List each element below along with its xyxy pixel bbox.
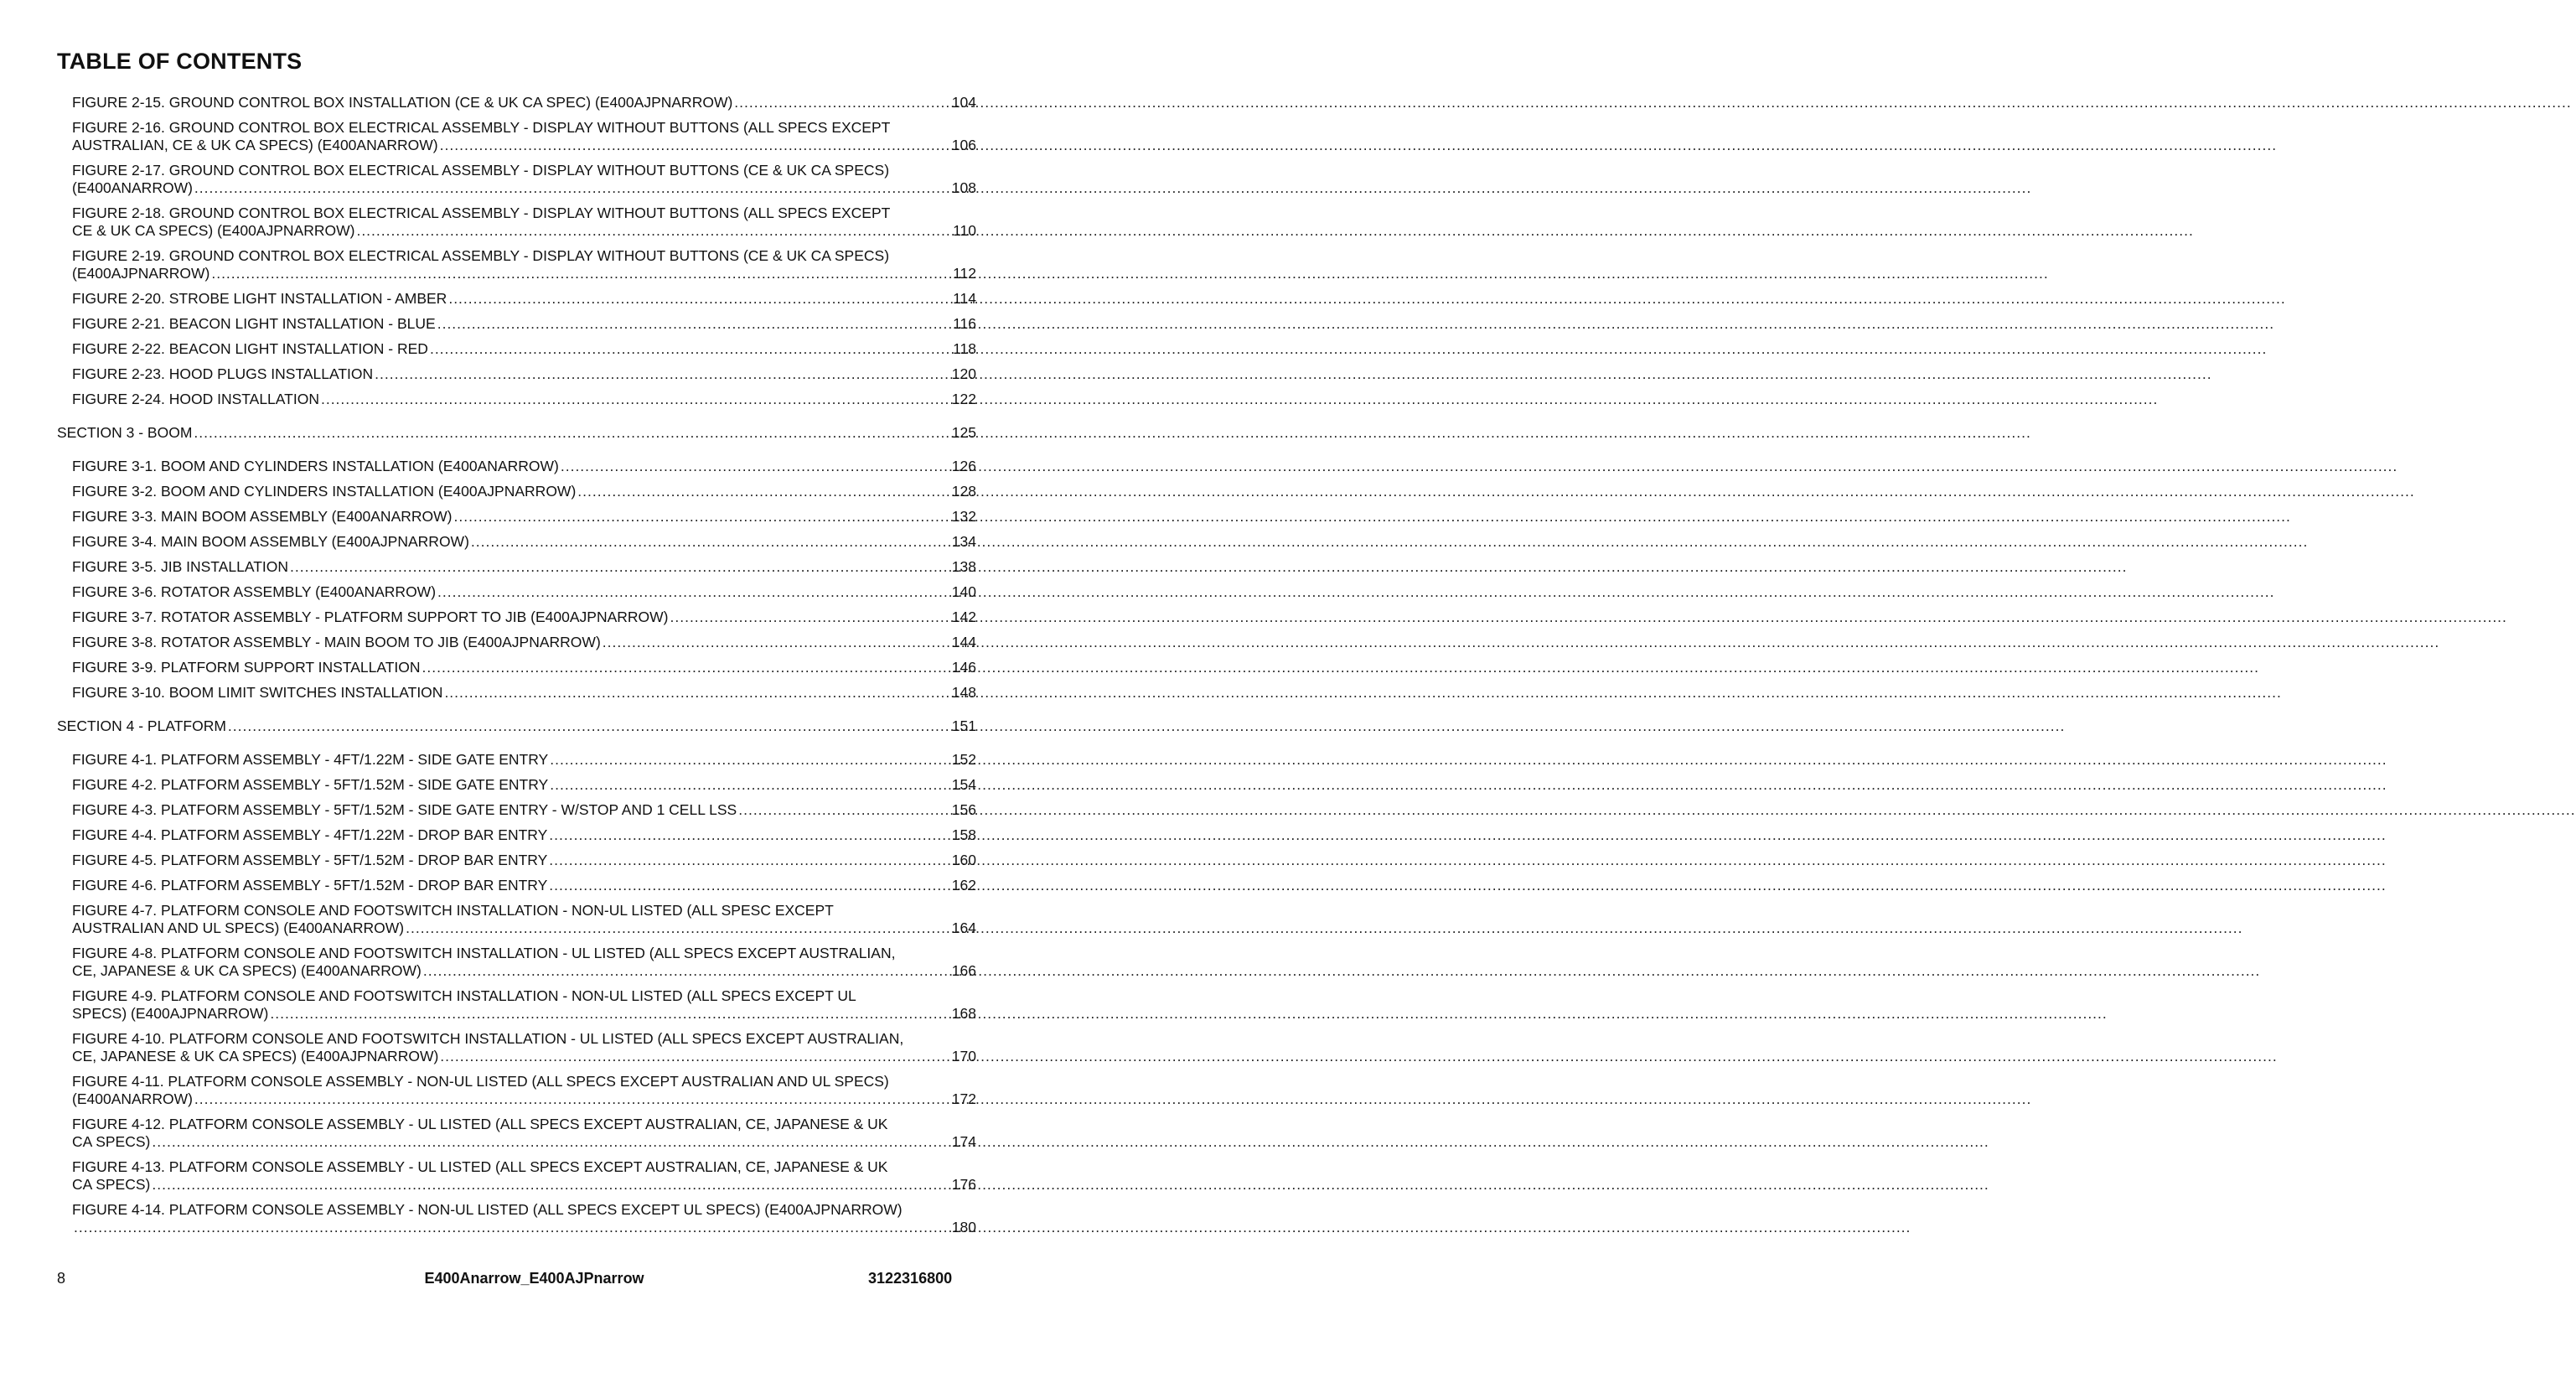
toc-entry-title: FIGURE 3-9. PLATFORM SUPPORT INSTALLATION	[72, 659, 421, 676]
toc-entry-title-line: FIGURE 4-9. PLATFORM CONSOLE AND FOOTSWITCH INSTALLATION - NON-UL LISTED (ALL SPECS EXCEPT UL	[72, 987, 856, 1004]
toc-entry-title-line: FIGURE 4-13. PLATFORM CONSOLE ASSEMBLY - UL LISTED (ALL SPECS EXCEPT AUSTRALIAN, CE, JAPANESE & UK	[72, 1158, 888, 1175]
dot-leader	[738, 801, 950, 819]
toc-page-number: 140	[951, 583, 976, 600]
toc-entry-title: SECTION 3 - BOOM	[57, 424, 193, 441]
dot-leader	[577, 483, 950, 500]
toc-figure-entry[interactable]	[57, 1073, 976, 1108]
dot-leader	[406, 919, 950, 937]
dot-leader	[290, 558, 950, 576]
dot-leader	[471, 533, 950, 551]
toc-page-number: 110	[953, 222, 976, 239]
toc-entry-title-line: FIGURE 2-18. GROUND CONTROL BOX ELECTRICAL ASSEMBLY - DISPLAY WITHOUT BUTTONS (ALL SPECS EXCEPT	[72, 205, 891, 221]
dot-leader	[270, 1005, 949, 1023]
table-of-contents	[57, 94, 976, 1244]
toc-page-number: 120	[951, 365, 976, 382]
toc-page-number: 104	[951, 94, 976, 111]
toc-entry-title: FIGURE 2-15. GROUND CONTROL BOX INSTALLATION (CE & UK CA SPEC) (E400AJPNARROW)	[72, 94, 733, 111]
toc-page-number: 128	[951, 483, 976, 500]
toc-figure-entry[interactable]	[57, 290, 976, 308]
toc-figure-entry[interactable]	[57, 205, 976, 240]
toc-entry-title-line: FIGURE 4-10. PLATFORM CONSOLE AND FOOTSWITCH INSTALLATION - UL LISTED (ALL SPECS EXCEPT AUSTRALIAN,	[72, 1030, 904, 1047]
dot-leader	[430, 340, 951, 358]
toc-figure-entry[interactable]	[57, 1158, 976, 1194]
toc-section-entry[interactable]	[57, 717, 976, 735]
toc-entry-title: FIGURE 2-22. BEACON LIGHT INSTALLATION - RED	[72, 340, 428, 357]
dot-leader	[423, 962, 950, 980]
toc-entry-title: (E400ANARROW)	[72, 179, 193, 196]
toc-entry-title: FIGURE 2-23. HOOD PLUGS INSTALLATION	[72, 365, 374, 382]
toc-entry-title-line: FIGURE 2-16. GROUND CONTROL BOX ELECTRICAL ASSEMBLY - DISPLAY WITHOUT BUTTONS (ALL SPECS EXCEPT	[72, 119, 891, 136]
toc-figure-entry[interactable]	[57, 340, 976, 358]
toc-entry-title: FIGURE 2-20. STROBE LIGHT INSTALLATION - AMBER	[72, 290, 447, 307]
toc-figure-entry[interactable]	[57, 458, 976, 475]
toc-entry-title: FIGURE 3-8. ROTATOR ASSEMBLY - MAIN BOOM TO JIB (E400AJPNARROW)	[72, 634, 601, 650]
dot-leader	[453, 508, 949, 526]
dot-leader	[734, 94, 950, 111]
dot-leader	[437, 583, 950, 601]
toc-section-entry[interactable]	[57, 424, 976, 442]
toc-page-number: 144	[951, 634, 976, 650]
toc-page-number: 112	[953, 265, 976, 282]
toc-page-number: 154	[951, 776, 976, 793]
toc-figure-entry[interactable]	[57, 94, 976, 111]
dot-leader	[321, 391, 950, 408]
dot-leader	[549, 852, 950, 869]
dot-leader	[440, 137, 950, 154]
toc-entry-title: CE, JAPANESE & UK CA SPECS) (E400AJPNARROW)	[72, 1048, 439, 1064]
dot-leader	[603, 634, 950, 651]
dot-leader	[670, 609, 950, 626]
toc-entry-title: FIGURE 3-6. ROTATOR ASSEMBLY (E400ANARROW)	[72, 583, 437, 600]
toc-page-number: 174	[951, 1133, 976, 1150]
toc-page-number: 160	[951, 852, 976, 868]
dot-leader	[448, 290, 951, 308]
toc-entry-title: CE & UK CA SPECS) (E400AJPNARROW)	[72, 222, 355, 239]
toc-entry-title: AUSTRALIAN AND UL SPECS) (E400ANARROW)	[72, 919, 405, 936]
toc-entry-title: FIGURE 4-1. PLATFORM ASSEMBLY - 4FT/1.22M - SIDE GATE ENTRY	[72, 751, 549, 768]
footer-model-name: E400Anarrow_E400AJPnarrow	[424, 1270, 644, 1287]
toc-entry-title: FIGURE 4-2. PLATFORM ASSEMBLY - 5FT/1.52M - SIDE GATE ENTRY	[72, 776, 549, 793]
toc-page-number: 132	[951, 508, 976, 525]
toc-entry-title: FIGURE 3-5. JIB INSTALLATION	[72, 558, 289, 575]
toc-figure-entry[interactable]	[57, 533, 976, 551]
dot-leader	[440, 1048, 950, 1065]
toc-page-number: 142	[951, 609, 976, 625]
toc-page-number: 168	[951, 1005, 976, 1022]
toc-page-number: 166	[951, 962, 976, 979]
toc-figure-entry[interactable]	[57, 801, 976, 819]
toc-figure-entry[interactable]	[57, 508, 976, 526]
toc-entry-title: FIGURE 4-3. PLATFORM ASSEMBLY - 5FT/1.52M - SIDE GATE ENTRY - W/STOP AND 1 CELL LSS	[72, 801, 737, 818]
page-title: TABLE OF CONTENTS	[57, 49, 303, 74]
toc-entry-title: FIGURE 3-3. MAIN BOOM ASSEMBLY (E400ANARROW)	[72, 508, 453, 525]
toc-page-number: 172	[951, 1090, 976, 1107]
toc-figure-entry[interactable]	[57, 162, 976, 197]
toc-entry-title: SPECS) (E400AJPNARROW)	[72, 1005, 269, 1022]
toc-figure-entry[interactable]	[57, 583, 976, 601]
toc-entry-title: FIGURE 3-4. MAIN BOOM ASSEMBLY (E400AJPNARROW)	[72, 533, 469, 550]
toc-figure-entry[interactable]	[57, 391, 976, 408]
toc-figure-entry[interactable]	[57, 902, 976, 937]
toc-entry-title: FIGURE 3-2. BOOM AND CYLINDERS INSTALLATION (E400AJPNARROW)	[72, 483, 577, 500]
toc-page-number: 162	[951, 877, 976, 894]
toc-figure-entry[interactable]	[57, 558, 976, 576]
toc-entry-title: FIGURE 3-10. BOOM LIMIT SWITCHES INSTALLATION	[72, 684, 443, 701]
toc-entry-title-line: FIGURE 4-12. PLATFORM CONSOLE ASSEMBLY - UL LISTED (ALL SPECS EXCEPT AUSTRALIAN, CE, JAPANESE & UK	[72, 1116, 888, 1132]
toc-entry-title-line: FIGURE 2-17. GROUND CONTROL BOX ELECTRICAL ASSEMBLY - DISPLAY WITHOUT BUTTONS (CE & UK CA SPECS)	[72, 162, 890, 179]
dot-leader	[356, 222, 951, 240]
toc-entry-title: CA SPECS)	[72, 1176, 151, 1193]
toc-page-number: 151	[951, 717, 976, 734]
toc-figure-entry[interactable]	[57, 945, 976, 980]
toc-figure-entry[interactable]	[57, 609, 976, 626]
toc-page-number: 126	[951, 458, 976, 474]
toc-figure-entry[interactable]	[57, 776, 976, 794]
toc-figure-entry[interactable]	[57, 987, 976, 1023]
toc-figure-entry[interactable]	[57, 483, 976, 500]
toc-entry-title: AUSTRALIAN, CE & UK CA SPECS) (E400ANARROW)	[72, 137, 438, 153]
toc-entry-title: FIGURE 3-7. ROTATOR ASSEMBLY - PLATFORM SUPPORT TO JIB (E400AJPNARROW)	[72, 609, 669, 625]
toc-page-number: 180	[951, 1219, 976, 1235]
dot-leader	[228, 717, 950, 735]
dot-leader	[549, 826, 950, 844]
dot-leader	[194, 179, 950, 197]
dot-leader	[550, 776, 950, 794]
toc-figure-entry[interactable]	[57, 877, 976, 894]
toc-figure-entry[interactable]	[57, 1116, 976, 1151]
toc-entry-title: FIGURE 3-1. BOOM AND CYLINDERS INSTALLATION (E400ANARROW)	[72, 458, 559, 474]
toc-entry-title-line: FIGURE 2-19. GROUND CONTROL BOX ELECTRICAL ASSEMBLY - DISPLAY WITHOUT BUTTONS (CE & UK CA SPECS)	[72, 247, 890, 264]
dot-leader	[561, 458, 950, 475]
toc-page-number: 164	[951, 919, 976, 936]
toc-entry-title: (E400ANARROW)	[72, 1090, 193, 1107]
toc-entry-title-line: FIGURE 4-14. PLATFORM CONSOLE ASSEMBLY - NON-UL LISTED (ALL SPECS EXCEPT UL SPECS) (E400AJPNARROW)	[72, 1201, 903, 1218]
toc-entry-title: (E400AJPNARROW)	[72, 265, 210, 282]
toc-figure-entry[interactable]	[57, 852, 976, 869]
toc-page-number: 106	[951, 137, 976, 153]
toc-figure-entry[interactable]	[57, 684, 976, 702]
toc-figure-entry[interactable]	[57, 365, 976, 383]
toc-page-number: 158	[951, 826, 976, 843]
toc-entry-title: FIGURE 2-24. HOOD INSTALLATION	[72, 391, 319, 407]
dot-leader	[422, 659, 950, 676]
toc-page-number: 125	[951, 424, 976, 441]
toc-figure-entry[interactable]	[57, 1201, 976, 1236]
toc-entry-title-line: FIGURE 4-7. PLATFORM CONSOLE AND FOOTSWITCH INSTALLATION - NON-UL LISTED (ALL SPESC EXCEPT	[72, 902, 834, 919]
toc-entry-title: CA SPECS)	[72, 1133, 151, 1150]
toc-figure-entry[interactable]	[57, 634, 976, 651]
dot-leader	[549, 877, 950, 894]
toc-entry-title: CE, JAPANESE & UK CA SPECS) (E400ANARROW)	[72, 962, 422, 979]
dot-leader	[550, 751, 950, 769]
toc-page-number: 156	[951, 801, 976, 818]
toc-entry-title: FIGURE 4-6. PLATFORM ASSEMBLY - 5FT/1.52M - DROP BAR ENTRY	[72, 877, 548, 894]
toc-entry-title-line: FIGURE 4-8. PLATFORM CONSOLE AND FOOTSWITCH INSTALLATION - UL LISTED (ALL SPECS EXCEPT AUSTRALIAN,	[72, 945, 896, 961]
dot-leader	[74, 1219, 950, 1236]
toc-page-number: 118	[953, 340, 976, 357]
toc-page-number: 148	[951, 684, 976, 701]
toc-page-number: 108	[951, 179, 976, 196]
toc-page-number: 134	[951, 533, 976, 550]
dot-leader	[152, 1133, 949, 1151]
toc-figure-entry[interactable]	[57, 826, 976, 844]
dot-leader	[444, 684, 949, 702]
dot-leader	[194, 1090, 950, 1108]
toc-entry-title: FIGURE 2-21. BEACON LIGHT INSTALLATION - BLUE	[72, 315, 436, 332]
toc-entry-title-line: FIGURE 4-11. PLATFORM CONSOLE ASSEMBLY - NON-UL LISTED (ALL SPECS EXCEPT AUSTRALIAN AND UL SPECS)	[72, 1073, 889, 1090]
toc-entry-title: FIGURE 4-4. PLATFORM ASSEMBLY - 4FT/1.22M - DROP BAR ENTRY	[72, 826, 548, 843]
toc-page-number: 114	[953, 290, 976, 307]
toc-figure-entry[interactable]	[57, 751, 976, 769]
dot-leader	[194, 424, 949, 442]
footer-document-number: 3122316800	[868, 1270, 953, 1287]
toc-figure-entry[interactable]	[57, 119, 976, 154]
dot-leader	[437, 315, 951, 333]
toc-figure-entry[interactable]	[57, 247, 976, 282]
toc-entry-title: SECTION 4 - PLATFORM	[57, 717, 226, 734]
dot-leader	[375, 365, 950, 383]
footer-page-number: 8	[57, 1270, 66, 1287]
toc-figure-entry[interactable]	[57, 659, 976, 676]
toc-figure-entry[interactable]	[57, 315, 976, 333]
toc-page-number: 146	[951, 659, 976, 676]
toc-figure-entry[interactable]	[57, 1030, 976, 1065]
toc-page-number: 138	[951, 558, 976, 575]
toc-page-number: 152	[951, 751, 976, 768]
toc-page-number: 170	[951, 1048, 976, 1064]
dot-leader	[152, 1176, 949, 1194]
toc-page-number: 122	[951, 391, 976, 407]
toc-page-number: 176	[951, 1176, 976, 1193]
toc-entry-title: FIGURE 4-5. PLATFORM ASSEMBLY - 5FT/1.52M - DROP BAR ENTRY	[72, 852, 548, 868]
toc-page-number: 116	[953, 315, 976, 332]
dot-leader	[211, 265, 951, 282]
